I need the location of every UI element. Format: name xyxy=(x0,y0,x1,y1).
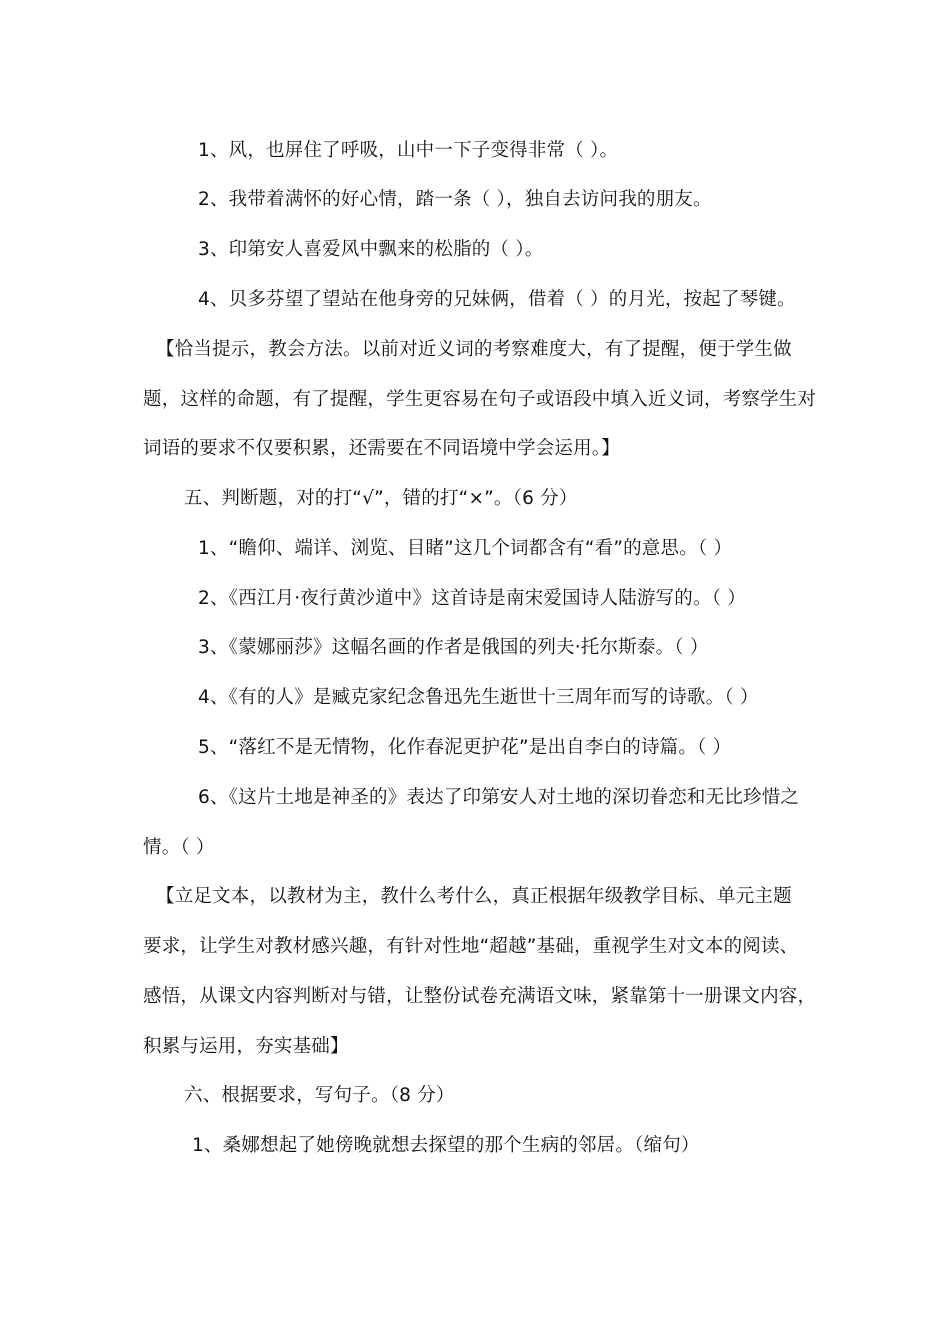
teaching-note-line: 【恰当提示，教会方法。以前对近义词的考察难度大，有了提醒，便于学生做 xyxy=(156,339,792,360)
true-false-item-5: 5、“落红不是无情物，化作春泥更护花”是出自李白的诗篇。（ ） xyxy=(198,737,732,758)
true-false-item-3: 3、《蒙娜丽莎》这幅名画的作者是俄国的列夫·托尔斯泰。（ ） xyxy=(198,637,709,658)
true-false-item-2: 2、《西江月·夜行黄沙道中》这首诗是南宋爱国诗人陆游写的。（ ） xyxy=(198,588,746,609)
teaching-note-line: 题，这样的命题，有了提醒，学生更容易在句子或语段中填入近义词，考察学生对 xyxy=(143,389,817,410)
sentence-item-1: 1、桑娜想起了她傍晚就想去探望的那个生病的邻居。（缩句） xyxy=(192,1135,700,1156)
true-false-item-4: 4、《有的人》是臧克家纪念鲁迅先生逝世十三周年而写的诗歌。（ ） xyxy=(198,687,759,708)
teaching-note-line: 词语的要求不仅要积累，还需要在不同语境中学会运用。】 xyxy=(143,438,620,459)
teaching-note-line: 积累与运用，夯实基础】 xyxy=(143,1036,349,1057)
teaching-note-line: 【立足文本，以教材为主，教什么考什么，真正根据年级教学目标、单元主题 xyxy=(156,886,792,907)
fill-blank-item-2: 2、我带着满怀的好心情，踏一条（ ），独自去访问我的朋友。 xyxy=(198,189,712,210)
fill-blank-item-4: 4、贝多芬望了望站在他身旁的兄妹俩，借着（ ）的月光，按起了琴键。 xyxy=(198,289,796,310)
fill-blank-item-1: 1、风，也屏住了呼吸，山中一下子变得非常（ ）。 xyxy=(198,140,619,161)
fill-blank-item-3: 3、印第安人喜爱风中飘来的松脂的（ ）。 xyxy=(198,239,544,260)
true-false-item-6-cont: 情。（ ） xyxy=(143,837,215,858)
teaching-note-line: 要求，让学生对教材感兴趣，有针对性地“超越”基础，重视学生对文本的阅读、 xyxy=(143,936,799,957)
true-false-item-6: 6、《这片土地是神圣的》表达了印第安人对土地的深切眷恋和无比珍惜之 xyxy=(198,787,800,808)
section-heading: 六、根据要求，写句子。（8 分） xyxy=(184,1085,455,1106)
teaching-note-line: 感悟，从课文内容判断对与错，让整份试卷充满语文味，紧靠第十一册课文内容， xyxy=(143,986,817,1007)
true-false-item-1: 1、“瞻仰、端详、浏览、目睹”这几个词都含有“看”的意思。（ ） xyxy=(198,538,733,559)
section-heading: 五、判断题，对的打“√”，错的打“×”。（6 分） xyxy=(184,488,578,509)
